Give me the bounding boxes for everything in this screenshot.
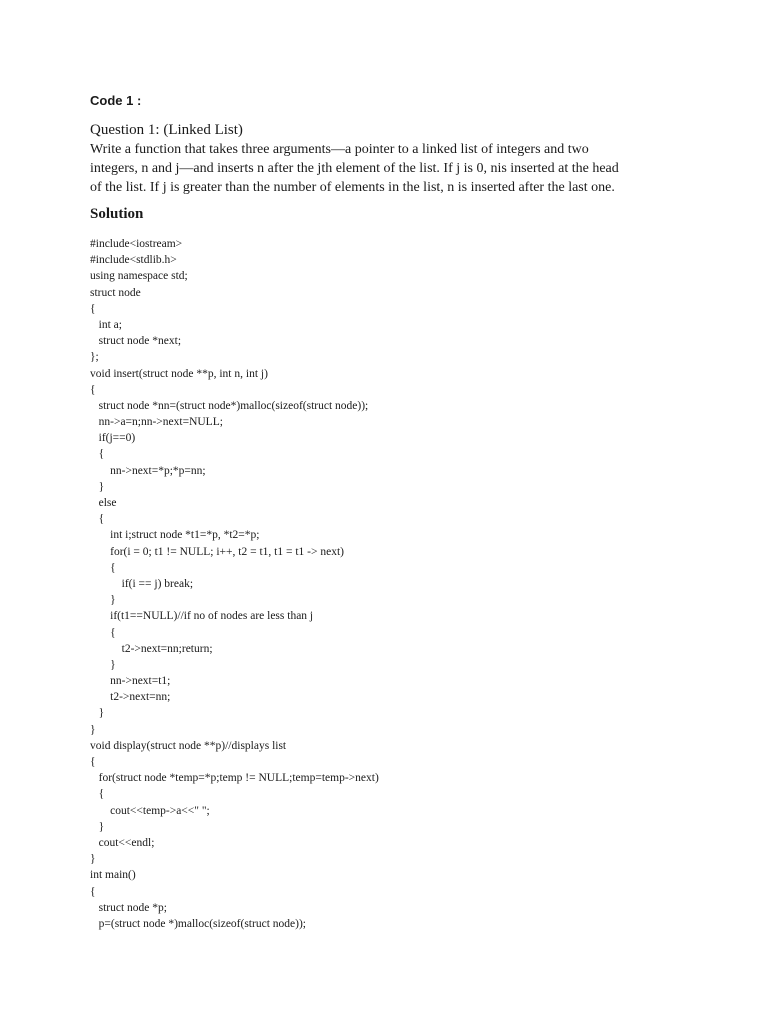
code-line: #include<iostream> [90,238,183,250]
code-line: } [90,658,116,671]
code-line: { [90,448,105,461]
code-line: { [90,383,96,396]
code-line: p=(struct node *)malloc(sizeof(struct node)); [90,917,306,930]
code-line: for(i = 0; t1 != NULL; i++, t2 = t1, t1 = t1 -> next) [90,545,344,558]
code-line: cout<<temp->a<<" "; [90,804,210,817]
code-line: if(j==0) [90,432,136,445]
question-body [90,140,690,197]
code-line: { [90,513,105,526]
code-line: }; [90,351,99,364]
code-line: struct node [90,286,141,299]
solution-heading: Solution [90,206,144,222]
code-line: if(t1==NULL)//if no of nodes are less than j [90,610,314,623]
code-line: int i;struct node *t1=*p, *t2=*p; [90,529,260,542]
code-line: } [90,853,96,866]
code-line: using namespace std; [90,270,188,283]
code-line: int a; [90,318,122,331]
code-line: void insert(struct node **p, int n, int j) [90,367,268,380]
code-line: nn->next=*p;*p=nn; [90,464,206,477]
code-line: { [90,626,116,639]
code-line: } [90,820,105,833]
code-line: void display(struct node **p)//displays list [90,739,287,752]
code-line: nn->next=t1; [90,675,171,688]
question-text-line: Write a function that takes three arguments—a pointer to a linked list of integers and two [90,142,589,157]
code-line: for(struct node *temp=*p;temp != NULL;temp=temp->next) [90,772,379,785]
code-heading: Code 1 : [90,93,142,108]
code-line: #include<stdlib.h> [90,254,177,267]
code-line: } [90,723,96,736]
code-line: struct node *nn=(struct node*)malloc(sizeof(struct node)); [90,399,369,412]
code-line: else [90,497,117,509]
code-line: nn->a=n;nn->next=NULL; [90,416,223,429]
question-text-line: integers, n and j—and inserts n after the jth element of the list. If j is 0, nis inserted at the head [90,161,619,176]
code-block [90,236,730,932]
code-line: t2->next=nn;return; [90,642,213,655]
code-line: if(i == j) break; [90,577,194,590]
code-line: { [90,756,96,768]
code-line: } [90,594,116,607]
code-line: { [90,788,105,801]
question-text-line: of the list. If j is greater than the number of elements in the list, n is inserted after the last one. [90,180,615,195]
code-line: { [90,561,116,574]
code-line: struct node *p; [90,901,167,914]
code-line: int main() [90,869,136,882]
code-line: } [90,480,105,493]
code-line: } [90,707,105,720]
question-title: Question 1: (Linked List) [90,122,243,138]
code-line: { [90,885,96,898]
code-line: { [90,302,96,315]
question-block [90,121,690,197]
code-line: struct node *next; [90,335,182,348]
code-line: cout<<endl; [90,836,155,849]
code-line: t2->next=nn; [90,691,171,704]
